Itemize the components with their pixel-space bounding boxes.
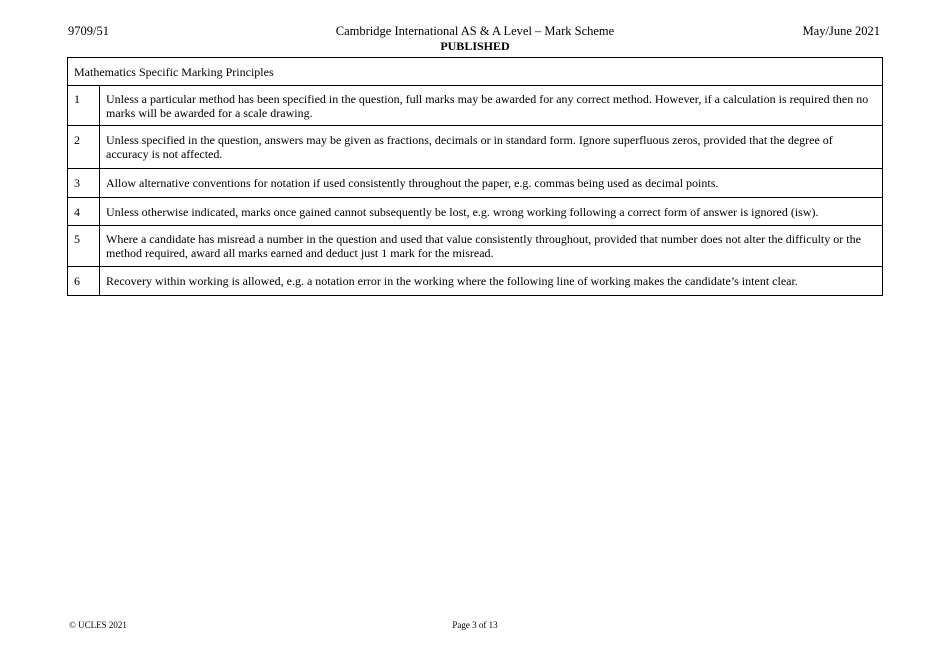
row-number: 6 (68, 267, 100, 296)
table-heading-row (68, 58, 883, 86)
row-text: Unless specified in the question, answers may be given as fractions, decimals or in standard form. Ignore superfluous zeros, provided that the degree of accuracy is not affected. (100, 126, 883, 169)
row-number: 4 (68, 198, 100, 226)
published-label: PUBLISHED (440, 39, 510, 53)
row-text: Unless a particular method has been specified in the question, full marks may be awarded for any correct method. However, if a calculation is required then no marks will be awarded for a scale drawing. (100, 86, 883, 126)
table-row (68, 86, 883, 126)
table-row (68, 267, 883, 296)
table-row (68, 226, 883, 267)
table-row (68, 126, 883, 169)
row-number: 2 (68, 126, 100, 169)
row-text: Allow alternative conventions for notation if used consistently throughout the paper, e.g. commas being used as decimal points. (100, 169, 883, 198)
table-row (68, 169, 883, 198)
title-text: Cambridge International AS & A Level – Mark Scheme (335, 24, 615, 38)
row-text: Unless otherwise indicated, marks once gained cannot subsequently be lost, e.g. wrong working following a correct form of answer is ignored (isw). (100, 198, 883, 226)
row-text: Recovery within working is allowed, e.g. a notation error in the working where the following line of working makes the candidate’s intent clear. (100, 267, 883, 296)
table-row (68, 198, 883, 226)
table-heading: Mathematics Specific Marking Principles (68, 58, 883, 86)
page-number: Page 3 of 13 (452, 620, 498, 630)
row-number: 3 (68, 169, 100, 198)
marking-principles-table (67, 57, 883, 296)
row-number: 5 (68, 226, 100, 267)
exam-session: May/June 2021 (802, 24, 880, 38)
row-number: 1 (68, 86, 100, 126)
row-text: Where a candidate has misread a number in the question and used that value consistently throughout, provided that number does not alter the difficulty or the method required, award all marks earned and deduct just 1 mark for the misread. (100, 226, 883, 267)
paper-code: 9709/51 (68, 24, 109, 38)
copyright-notice: © UCLES 2021 (69, 620, 127, 630)
